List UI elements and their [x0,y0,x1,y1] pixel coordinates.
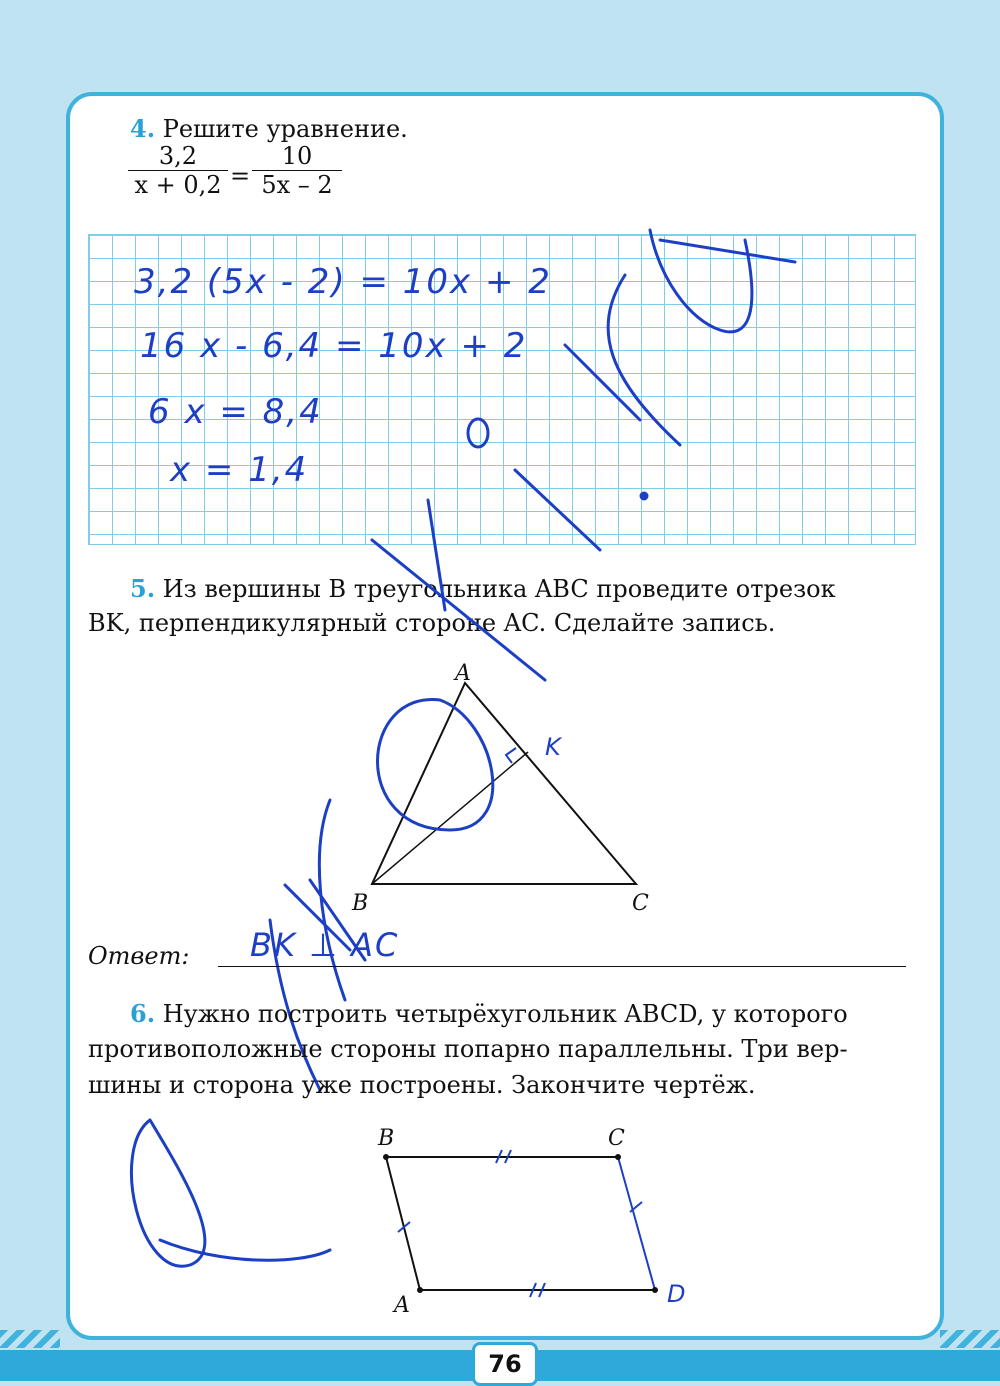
right-angle-mark [506,748,516,763]
vertex-a-label: A [455,661,471,686]
solution-line-1: 3,2 (5x - 2) = 10x + 2 [134,262,552,302]
solution-line-3: 6 x = 8,4 [148,392,323,432]
point-d [652,1287,658,1293]
pen-scribbles [131,230,795,1266]
point-a [417,1287,423,1293]
task5-text-line1: Из вершины B треугольника ABC проведите отрезок [162,575,836,603]
segment-bk [372,752,528,884]
solution-line-4: x = 1,4 [170,450,309,490]
task5-text-line2: BK, перпендикулярный стороне AC. Сделайте запись. [88,609,776,637]
page-number: 76 [472,1342,538,1386]
vertex-a6-label: A [394,1293,410,1318]
answer-label: Ответ: [88,942,190,970]
footer-stripe-right [940,1330,1000,1348]
side-cd-drawn [618,1157,655,1290]
task4-number: 4. [130,114,156,143]
task4-text: Решите уравнение. [162,115,408,143]
task6-line1 [130,995,848,1033]
point-k-label: K [545,733,561,761]
task6-text-line1: Нужно построить четырёхугольник ABCD, у которого [162,1000,848,1028]
given-sides [386,1157,618,1290]
point-b [383,1154,389,1160]
vertex-c-label: C [632,891,649,916]
vertex-c6-label: C [608,1126,625,1151]
solution-line-2: 16 x - 6,4 = 10x + 2 [140,326,528,366]
task6-text-line2: противоположные стороны попарно параллельны. Три вер- [88,1035,848,1063]
vertex-b6-label: B [378,1126,395,1151]
right-numerator: 10 [281,142,313,170]
equals-sign: = [230,162,251,190]
footer-stripe-left [0,1330,60,1348]
task6-number: 6. [130,999,156,1028]
task5-number: 5. [130,574,156,603]
left-numerator: 3,2 [158,142,198,170]
answer-text: BK ⊥ AC [250,926,400,964]
triangle-abc [372,683,636,884]
right-denominator: 5x – 2 [252,170,342,199]
task6-text-line3: шины и сторона уже построены. Закончите чертёж. [88,1071,756,1099]
left-denominator: x + 0,2 [128,170,228,199]
point-c [615,1154,621,1160]
answer-line [218,966,906,967]
vertex-b-label: B [352,891,369,916]
vertex-d6-label: D [667,1280,686,1308]
